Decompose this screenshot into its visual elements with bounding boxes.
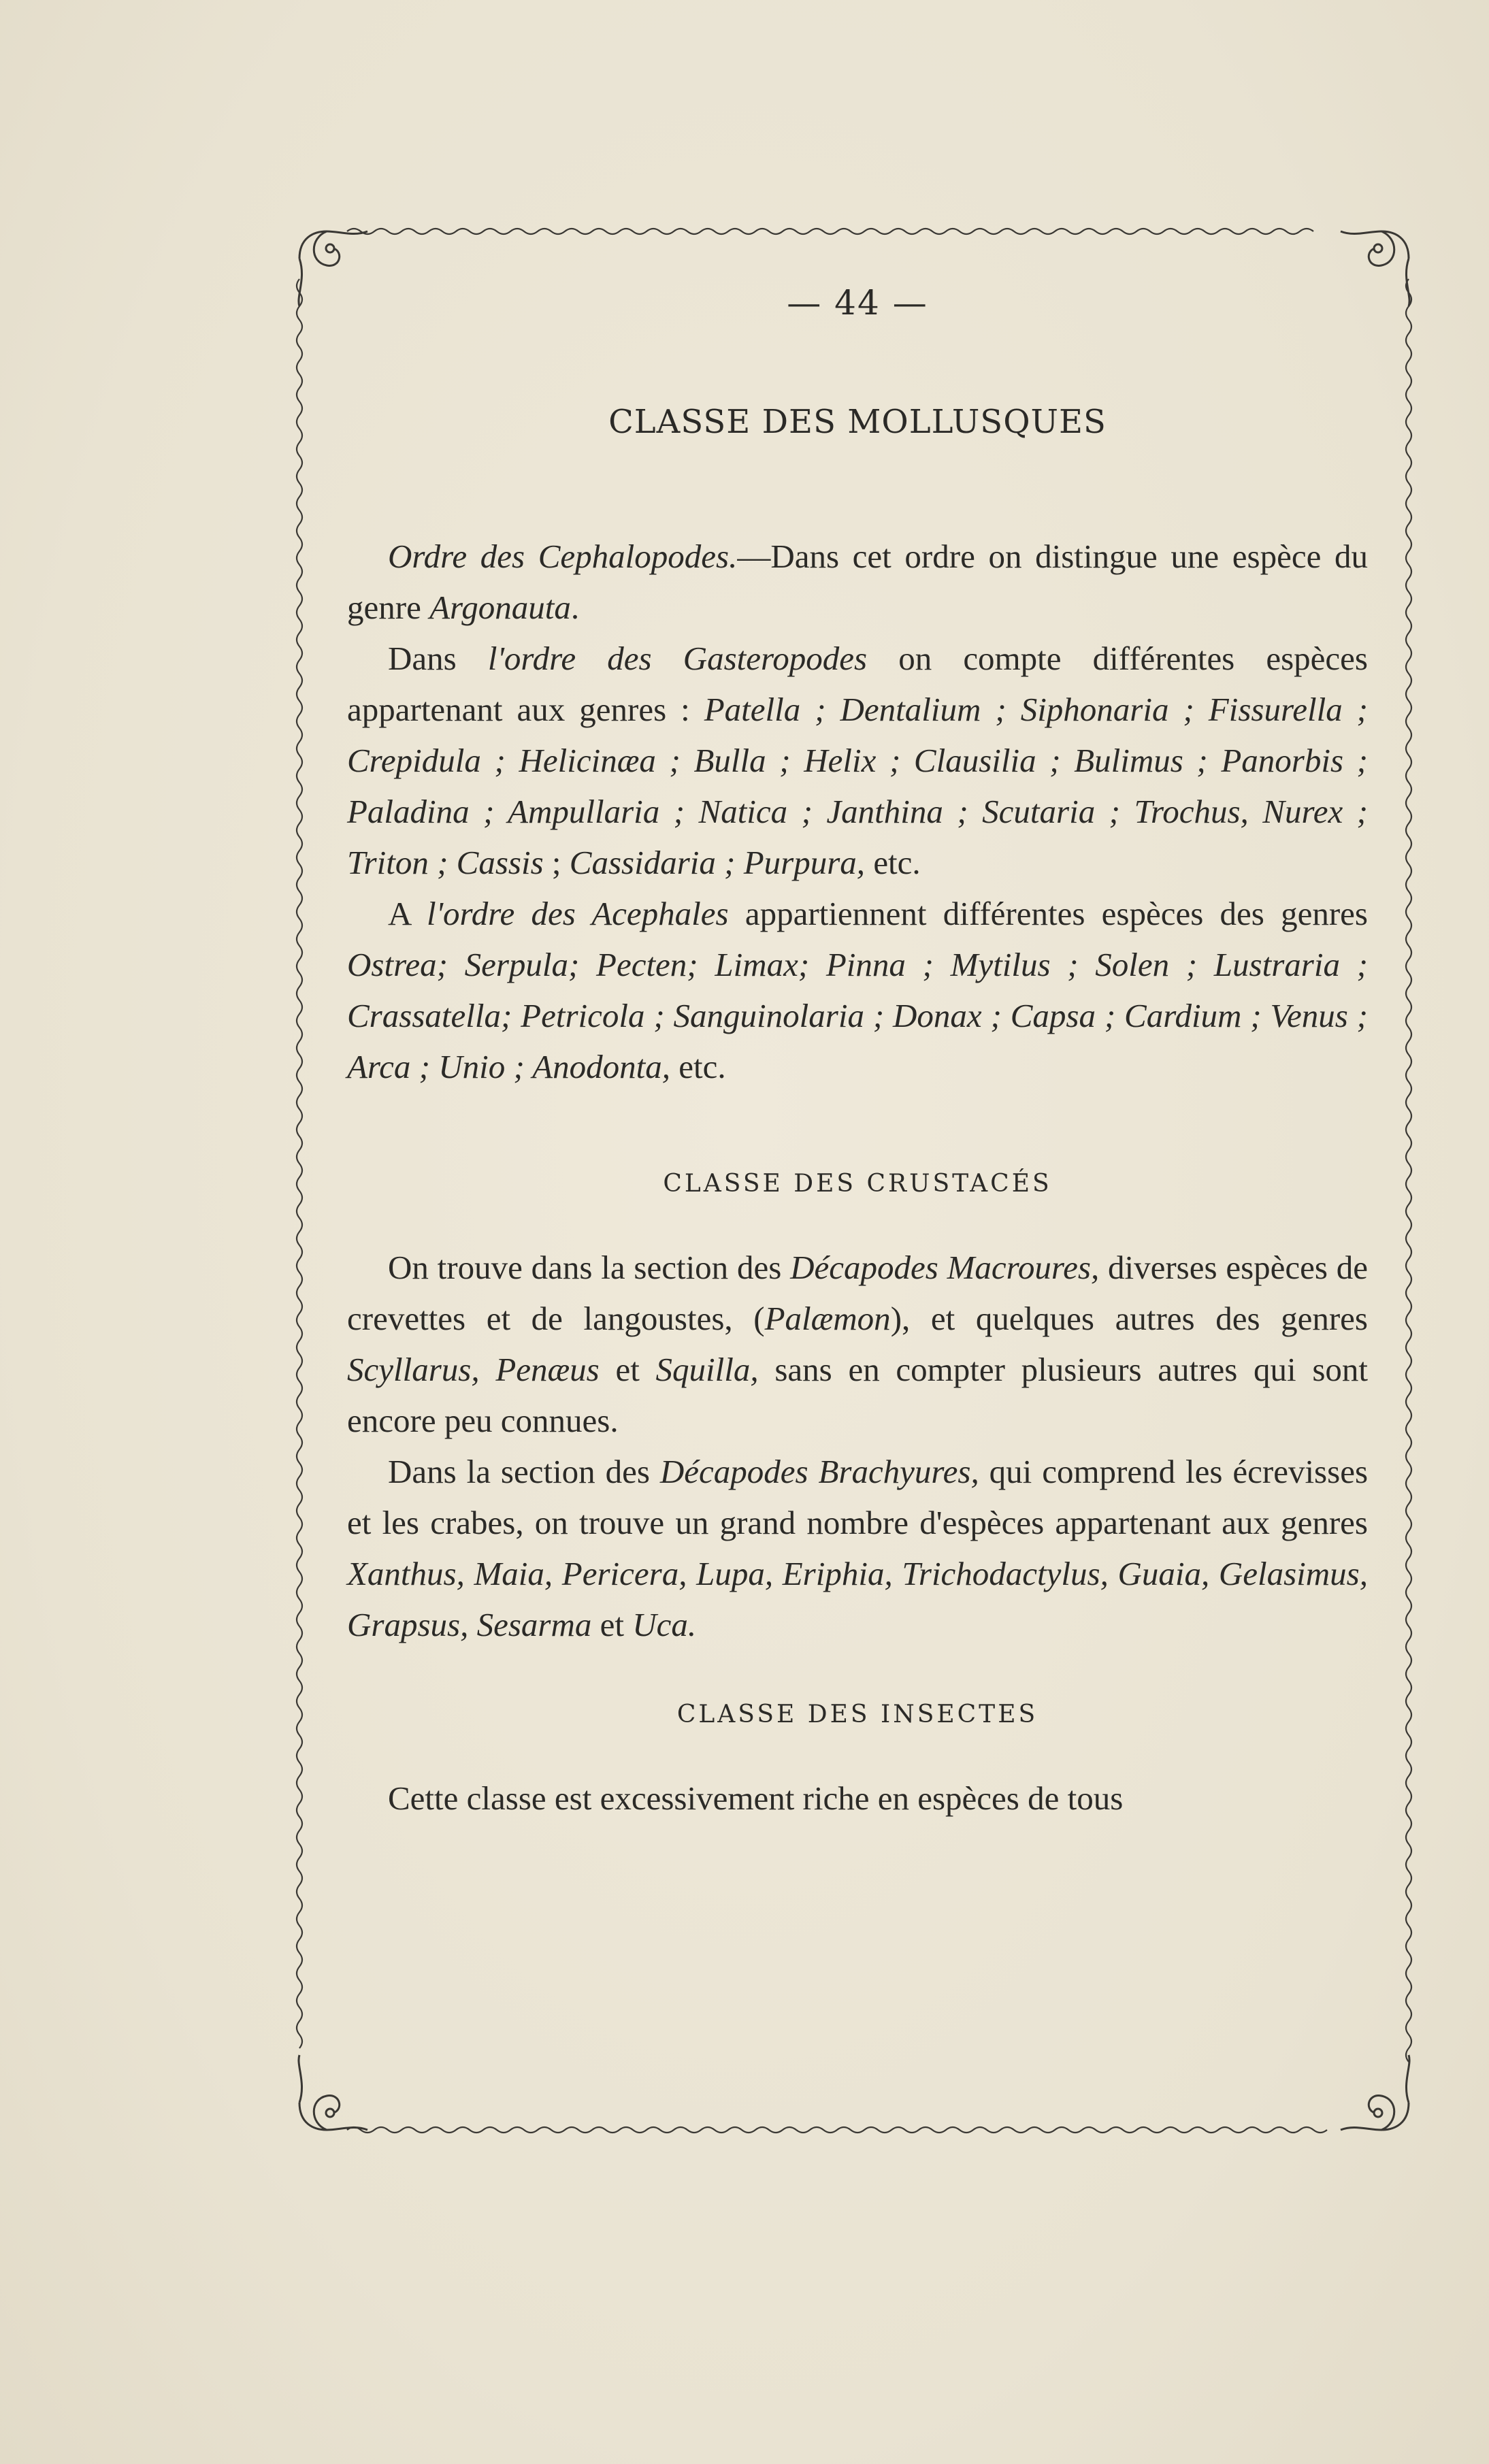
italic-text: l'ordre des Acephales	[426, 895, 729, 932]
text: A	[388, 895, 427, 932]
italic-genera: Cassidaria ; Purpura,	[569, 844, 866, 881]
text: .	[570, 589, 580, 626]
italic-text: Décapodes Brachyures,	[659, 1453, 979, 1490]
text: —Dans cet ordre on distingue une espèce du genre	[347, 538, 1368, 626]
heading-crustaces: CLASSE DES CRUSTACÉS	[663, 1170, 1052, 1198]
text: ), et quelques autres des genres	[890, 1300, 1368, 1337]
heading-mollusques: CLASSE DES MOLLUSQUES	[608, 403, 1107, 441]
italic-text: Décapodes Macroures,	[790, 1249, 1100, 1286]
text: et	[591, 1606, 633, 1643]
italic-text: Uca.	[632, 1606, 697, 1643]
heading-insectes: CLASSE DES INSECTES	[676, 1701, 1038, 1728]
paragraph-acephales	[347, 888, 1368, 1092]
text: On trouve dans la section des	[388, 1249, 791, 1286]
italic-genera: Ostrea; Serpula; Pecten; Limax; Pinna ; Mytilus ; Solen ; Lustraria ; Crassatella; Petricola ; Sanguinolaria ; Donax ; Capsa ; Cardium ; Venus ; Arca ; Unio ; Anodonta,	[347, 946, 1368, 1085]
italic-text: Palæmon	[764, 1300, 891, 1337]
paragraph-cephalopodes	[347, 531, 1368, 633]
text: etc.	[865, 844, 921, 881]
italic-text: Scyllarus, Penæus	[347, 1351, 600, 1388]
italic-genera: Patella ; Dentalium ; Siphonaria ; Fissurella ; Crepidula ; Helicinæa ; Bulla ; Helix ; Clausilia ; Bulimus ; Panorbis ; Paladina ; Ampullaria ; Natica ; Janthina ; Scutaria ; Trochus, Nurex ; Triton ; Cassis	[347, 691, 1368, 881]
text: et	[599, 1351, 656, 1388]
page-text	[347, 272, 1368, 1824]
italic-genera: Xanthus, Maia, Pericera, Lupa, Eriphia, Trichodactylus, Guaia, Gelasimus, Grapsus, Sesarma	[347, 1555, 1368, 1643]
text: diverses espèces de crevettes et de langoustes, (	[347, 1249, 1369, 1337]
paragraph-brachyures	[347, 1446, 1368, 1650]
text: etc.	[670, 1048, 726, 1085]
text: ;	[543, 844, 570, 881]
text: appartiennent différentes espèces des genres	[728, 895, 1368, 932]
italic-text: l'ordre des Gasteropodes	[487, 640, 868, 677]
corner-ornament-bottom-right	[1341, 2055, 1409, 2130]
italic-text: Squilla,	[655, 1351, 759, 1388]
text: qui comprend les écrevisses et les crabes, on trouve un grand nombre d'espèces appartenant aux genres	[347, 1453, 1369, 1541]
corner-ornament-bottom-left	[299, 2055, 367, 2130]
page-number: — 44 —	[787, 283, 928, 323]
text: on compte différentes espèces appartenant aux genres :	[347, 640, 1368, 728]
paragraph-gasteropodes	[347, 633, 1368, 888]
text: Dans	[388, 640, 488, 677]
italic-text: Argonauta	[429, 589, 571, 626]
paragraph-insectes: Cette classe est excessivement riche en espèces de tous	[388, 1779, 1124, 1817]
text: sans en compter plusieurs autres qui sont encore peu connues.	[347, 1351, 1368, 1439]
italic-text: Ordre des Cephalopodes.	[388, 538, 738, 575]
paragraph-macroures	[347, 1242, 1368, 1446]
text: Dans la section des	[388, 1453, 660, 1490]
